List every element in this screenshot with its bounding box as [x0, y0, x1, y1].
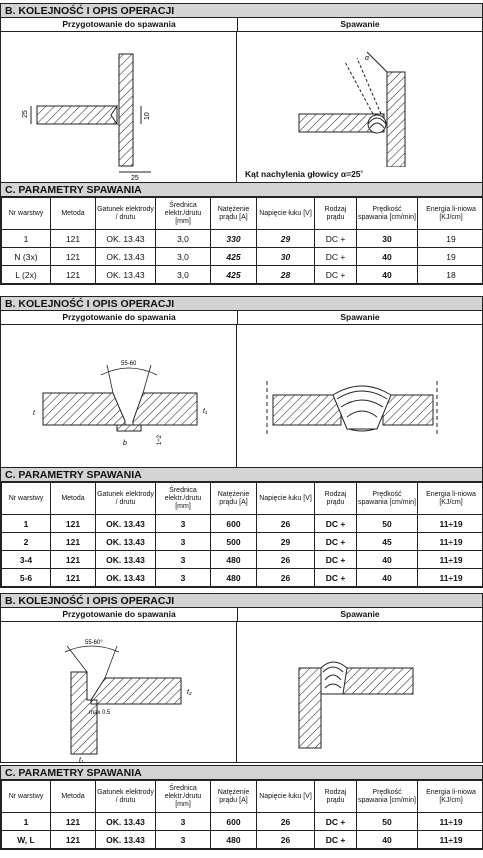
weld-label: Spawanie	[340, 312, 380, 322]
params-title: C. PARAMETRY SPAWANIA	[1, 468, 482, 482]
dim-25-left: 25	[22, 110, 29, 118]
table-cell: DC +	[315, 515, 357, 533]
table-cell: 1	[2, 813, 51, 831]
dim-gap: max 0.5	[89, 710, 111, 716]
table-row	[2, 831, 483, 849]
header-cell: Napięcie łuku [V]	[257, 198, 315, 230]
dim-c: 1÷2	[157, 435, 163, 445]
header-cell: Średnica elektr./drutu [mm]	[156, 483, 211, 515]
table-cell: OK. 13.43	[96, 266, 156, 284]
section-3-c	[0, 765, 483, 850]
dim-t2: t₂	[187, 689, 192, 696]
table-cell: 600	[211, 813, 257, 831]
table-row	[2, 248, 483, 266]
dim-angle: 55-60°	[85, 640, 103, 646]
table-cell: 121	[51, 551, 96, 569]
header-cell: Nr warstwy	[2, 781, 51, 813]
table-row	[2, 551, 483, 569]
table-row	[2, 569, 483, 587]
header-cell: Średnica elektr./drutu [mm]	[156, 198, 211, 230]
table-cell: 600	[211, 515, 257, 533]
table-cell: OK. 13.43	[96, 248, 156, 266]
table-cell: N (3x)	[2, 248, 51, 266]
table-cell: 29	[257, 230, 315, 248]
header-cell: Energia li-niowa [KJ/cm]	[418, 483, 483, 515]
table-cell: 500	[211, 533, 257, 551]
table-cell: 30	[257, 248, 315, 266]
table-cell: 480	[211, 569, 257, 587]
table-cell: 18	[418, 266, 483, 284]
table-cell: 19	[418, 230, 483, 248]
dim-angle: 55-60	[121, 361, 137, 367]
weld-label: Spawanie	[340, 609, 380, 619]
table-cell: 121	[51, 248, 96, 266]
table-cell: 26	[257, 515, 315, 533]
params-table-3	[1, 780, 483, 849]
header-cell: Prędkość spawania [cm/min]	[357, 198, 418, 230]
header-cell: Prędkość spawania [cm/min]	[357, 781, 418, 813]
table-cell: 3	[156, 831, 211, 849]
header-cell: Prędkość spawania [cm/min]	[357, 483, 418, 515]
table-cell: 3,0	[156, 230, 211, 248]
header-cell: Napięcie łuku [V]	[257, 483, 315, 515]
table-cell: OK. 13.43	[96, 230, 156, 248]
table-cell: 5-6	[2, 569, 51, 587]
header-cell: Energia li-niowa [KJ/cm]	[418, 198, 483, 230]
section-title: B. KOLEJNOŚĆ I OPIS OPERACJI	[1, 4, 482, 18]
table-cell: 11÷19	[418, 569, 483, 587]
table-cell: 121	[51, 569, 96, 587]
table-cell: 121	[51, 515, 96, 533]
prep-label: Przygotowanie do spawania	[1, 311, 238, 324]
header-cell: Napięcie łuku [V]	[257, 781, 315, 813]
table-cell: 11÷19	[418, 515, 483, 533]
table-cell: OK. 13.43	[96, 533, 156, 551]
header-cell: Rodzaj prądu	[315, 781, 357, 813]
section-title: B. KOLEJNOŚĆ I OPIS OPERACJI	[1, 297, 482, 311]
table-cell: 40	[357, 551, 418, 569]
header-cell: Nr warstwy	[2, 483, 51, 515]
table-cell: 40	[357, 831, 418, 849]
table-cell: DC +	[315, 533, 357, 551]
section-title: B. KOLEJNOŚĆ I OPIS OPERACJI	[1, 594, 482, 608]
table-cell: 45	[357, 533, 418, 551]
table-cell: 26	[257, 569, 315, 587]
weld-label: Spawanie	[340, 19, 380, 29]
dim-25-bottom: 25	[131, 175, 139, 182]
table-cell: 3	[156, 533, 211, 551]
prep-drawing-3	[1, 622, 237, 762]
table-cell: 26	[257, 551, 315, 569]
dim-t1: t₁	[79, 757, 84, 762]
prep-label: Przygotowanie do spawania	[1, 18, 238, 31]
table-cell: OK. 13.43	[96, 551, 156, 569]
params-title: C. PARAMETRY SPAWANIA	[1, 766, 482, 780]
table-cell: 11÷19	[418, 831, 483, 849]
params-table-2	[1, 482, 483, 587]
table-cell: OK. 13.43	[96, 813, 156, 831]
table-cell: 480	[211, 551, 257, 569]
section-1-b	[0, 3, 483, 183]
header-cell: Średnica elektr./drutu [mm]	[156, 781, 211, 813]
table-cell: 2	[2, 533, 51, 551]
header-cell: Gatunek elektrody / drutu	[96, 198, 156, 230]
table-cell: 19	[418, 248, 483, 266]
table-cell: OK. 13.43	[96, 515, 156, 533]
table-row	[2, 230, 483, 248]
table-cell: OK. 13.43	[96, 569, 156, 587]
weld-drawing-2	[237, 325, 482, 467]
table-row	[2, 533, 483, 551]
table-cell: 26	[257, 813, 315, 831]
table-cell: W, L	[2, 831, 51, 849]
table-cell: 3,0	[156, 248, 211, 266]
table-row	[2, 813, 483, 831]
table-cell: 425	[211, 248, 257, 266]
table-cell: 3	[156, 551, 211, 569]
section-3-b	[0, 593, 483, 763]
header-cell: Natężenie prądu [A]	[211, 198, 257, 230]
params-table-1	[1, 197, 483, 284]
table-cell: 3-4	[2, 551, 51, 569]
section-2-b	[0, 296, 483, 468]
table-cell: 11÷19	[418, 813, 483, 831]
table-cell: 121	[51, 831, 96, 849]
prep-drawing-2	[1, 325, 237, 467]
header-cell: Nr warstwy	[2, 198, 51, 230]
section-1-c	[0, 182, 483, 285]
table-cell: 480	[211, 831, 257, 849]
table-cell: 3	[156, 515, 211, 533]
header-cell: Natężenie prądu [A]	[211, 781, 257, 813]
table-cell: 40	[357, 248, 418, 266]
table-cell: 3	[156, 813, 211, 831]
table-cell: 121	[51, 266, 96, 284]
table-cell: L (2x)	[2, 266, 51, 284]
table-cell: DC +	[315, 248, 357, 266]
table-cell: 11÷19	[418, 533, 483, 551]
table-cell: 11÷19	[418, 551, 483, 569]
table-cell: OK. 13.43	[96, 831, 156, 849]
table-cell: DC +	[315, 813, 357, 831]
table-cell: DC +	[315, 551, 357, 569]
dim-b: b	[123, 440, 127, 447]
table-cell: 30	[357, 230, 418, 248]
table-cell: 50	[357, 813, 418, 831]
params-title: C. PARAMETRY SPAWANIA	[1, 183, 482, 197]
table-cell: 3,0	[156, 266, 211, 284]
header-cell: Metoda	[51, 198, 96, 230]
table-row	[2, 266, 483, 284]
table-cell: 425	[211, 266, 257, 284]
table-cell: 330	[211, 230, 257, 248]
table-cell: 121	[51, 230, 96, 248]
dim-10: 10	[144, 112, 151, 120]
table-cell: 40	[357, 569, 418, 587]
weld-drawing-1	[237, 32, 482, 182]
header-cell: Rodzaj prądu	[315, 483, 357, 515]
section-2-c	[0, 467, 483, 588]
prep-drawing-1	[1, 32, 237, 182]
header-cell: Energia li-niowa [KJ/cm]	[418, 781, 483, 813]
table-cell: 3	[156, 569, 211, 587]
table-row	[2, 515, 483, 533]
table-cell: 26	[257, 831, 315, 849]
table-cell: 121	[51, 813, 96, 831]
angle-caption: Kąt nachylenia głowicy α=25˚	[245, 169, 364, 179]
header-cell: Natężenie prądu [A]	[211, 483, 257, 515]
header-cell: Gatunek elektrody / drutu	[96, 483, 156, 515]
dim-t: t	[33, 410, 35, 417]
table-cell: 28	[257, 266, 315, 284]
table-cell: DC +	[315, 230, 357, 248]
prep-label: Przygotowanie do spawania	[1, 608, 238, 621]
table-cell: 121	[51, 533, 96, 551]
dim-t1: t₁	[203, 408, 208, 415]
table-cell: 29	[257, 533, 315, 551]
table-cell: DC +	[315, 569, 357, 587]
weld-drawing-3	[237, 622, 482, 762]
header-cell: Metoda	[51, 483, 96, 515]
table-cell: 50	[357, 515, 418, 533]
svg-text:α: α	[365, 55, 369, 62]
header-cell: Gatunek elektrody / drutu	[96, 781, 156, 813]
table-cell: DC +	[315, 266, 357, 284]
table-cell: 1	[2, 230, 51, 248]
header-cell: Rodzaj prądu	[315, 198, 357, 230]
table-cell: 40	[357, 266, 418, 284]
table-cell: DC +	[315, 831, 357, 849]
header-cell: Metoda	[51, 781, 96, 813]
table-cell: 1	[2, 515, 51, 533]
